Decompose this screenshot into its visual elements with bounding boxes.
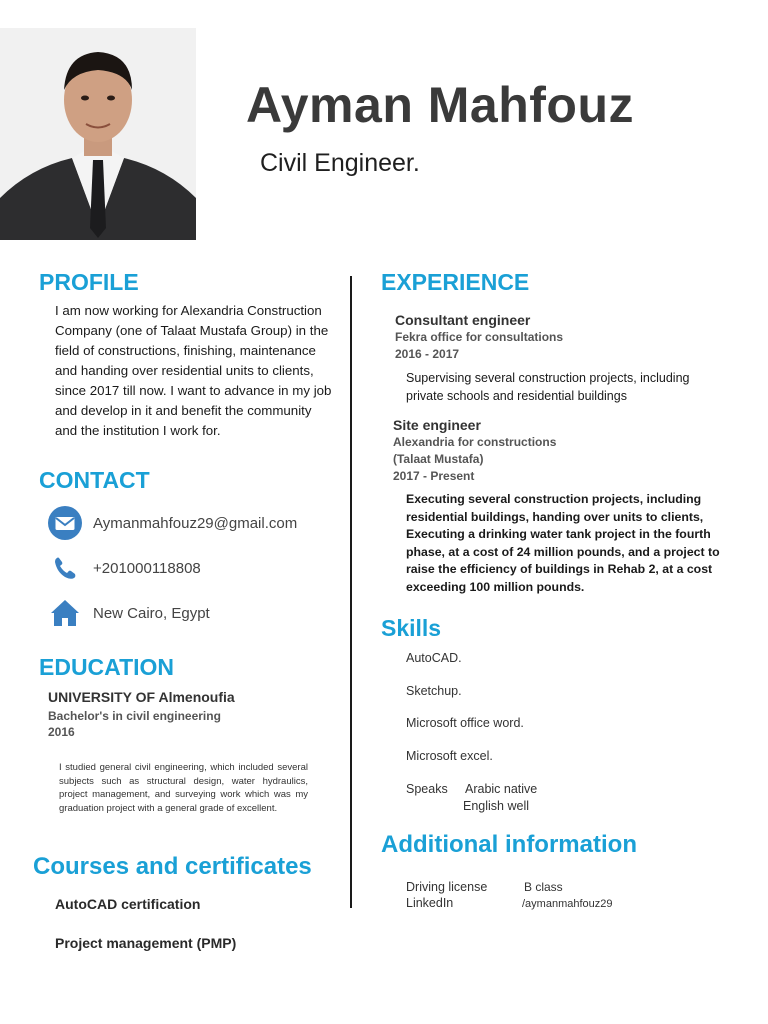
- job-company-2: Alexandria for constructions: [393, 435, 557, 449]
- phone-icon: [48, 551, 82, 585]
- job-period-1: 2016 - 2017: [395, 347, 460, 361]
- envelope-icon: [48, 506, 82, 540]
- job-company-note-2: (Talaat Mustafa): [393, 452, 484, 466]
- profile-photo: [0, 28, 196, 240]
- contact-heading: CONTACT: [39, 467, 150, 493]
- experience-heading: EXPERIENCE: [381, 269, 530, 295]
- education-heading: EDUCATION: [39, 654, 175, 680]
- profile-text: I am now working for Alexandria Construction Company (one of Talaat Mustafa Group) in the field of constructions, finishing, maintenance and handing over residential units to clients, since 2017 till now. I want to advance in my job and develop in it and benefit the community and the institution I work for.: [55, 303, 332, 438]
- job-title-1: Consultant engineer: [395, 312, 531, 328]
- job-period-2: 2017 - Present: [393, 469, 475, 483]
- contact-phone[interactable]: +201000118808: [93, 559, 201, 577]
- candidate-name: Ayman Mahfouz: [246, 77, 634, 133]
- column-divider: [350, 276, 352, 908]
- job-description-2: Executing several construction projects, including residential buildings, handing over units to clients, Executing a drinking water tank project in the fourth phase, at a cost of 24 million pounds, and a project to raise the efficiency of buildings in Rehab 2, at a cost exceeding 100 million pounds.: [406, 492, 720, 594]
- education-degree: Bachelor's in civil engineering: [48, 709, 221, 723]
- skills-speaks-label: Speaks: [406, 782, 448, 796]
- job-title: Civil Engineer.: [260, 149, 420, 177]
- contact-location-row: [48, 596, 210, 630]
- contact-location: New Cairo, Egypt: [93, 604, 210, 622]
- job-description-1: Supervising several construction projects, including private schools and residential buildings: [406, 371, 690, 403]
- skills-heading: Skills: [381, 615, 442, 641]
- course-item: AutoCAD certification: [55, 896, 201, 912]
- house-icon: [48, 596, 82, 630]
- driving-license-label: Driving license: [406, 880, 488, 894]
- profile-heading: PROFILE: [39, 269, 139, 295]
- job-title-2: Site engineer: [393, 417, 481, 433]
- education-school: UNIVERSITY OF Almenoufia: [48, 689, 235, 705]
- contact-phone-row: [48, 551, 201, 585]
- language-item: Arabic native: [465, 782, 538, 796]
- job-company-1: Fekra office for consultations: [395, 330, 564, 344]
- courses-heading: Courses and certificates: [33, 853, 312, 880]
- driving-license-value: B class: [524, 880, 563, 894]
- skill-item: AutoCAD.: [406, 651, 462, 665]
- contact-email-row: [48, 506, 297, 540]
- education-note: I studied general civil engineering, which included several subjects such as structural design, water hydraulics, project management, and surveying work which was my graduation project with a general grade of excellent.: [59, 762, 308, 814]
- skill-item: Microsoft excel.: [406, 749, 493, 763]
- language-item: English well: [463, 799, 530, 813]
- additional-heading: Additional information: [381, 831, 637, 858]
- skill-item: Microsoft office word.: [406, 716, 524, 730]
- course-item: Project management (PMP): [55, 935, 237, 951]
- portrait-image: [0, 28, 196, 240]
- skill-item: Sketchup.: [406, 684, 462, 698]
- education-year: 2016: [48, 725, 75, 739]
- linkedin-link[interactable]: /aymanmahfouz29: [522, 898, 613, 910]
- linkedin-label: LinkedIn: [406, 896, 454, 910]
- contact-email[interactable]: Aymanmahfouz29@gmail.com: [93, 514, 298, 532]
